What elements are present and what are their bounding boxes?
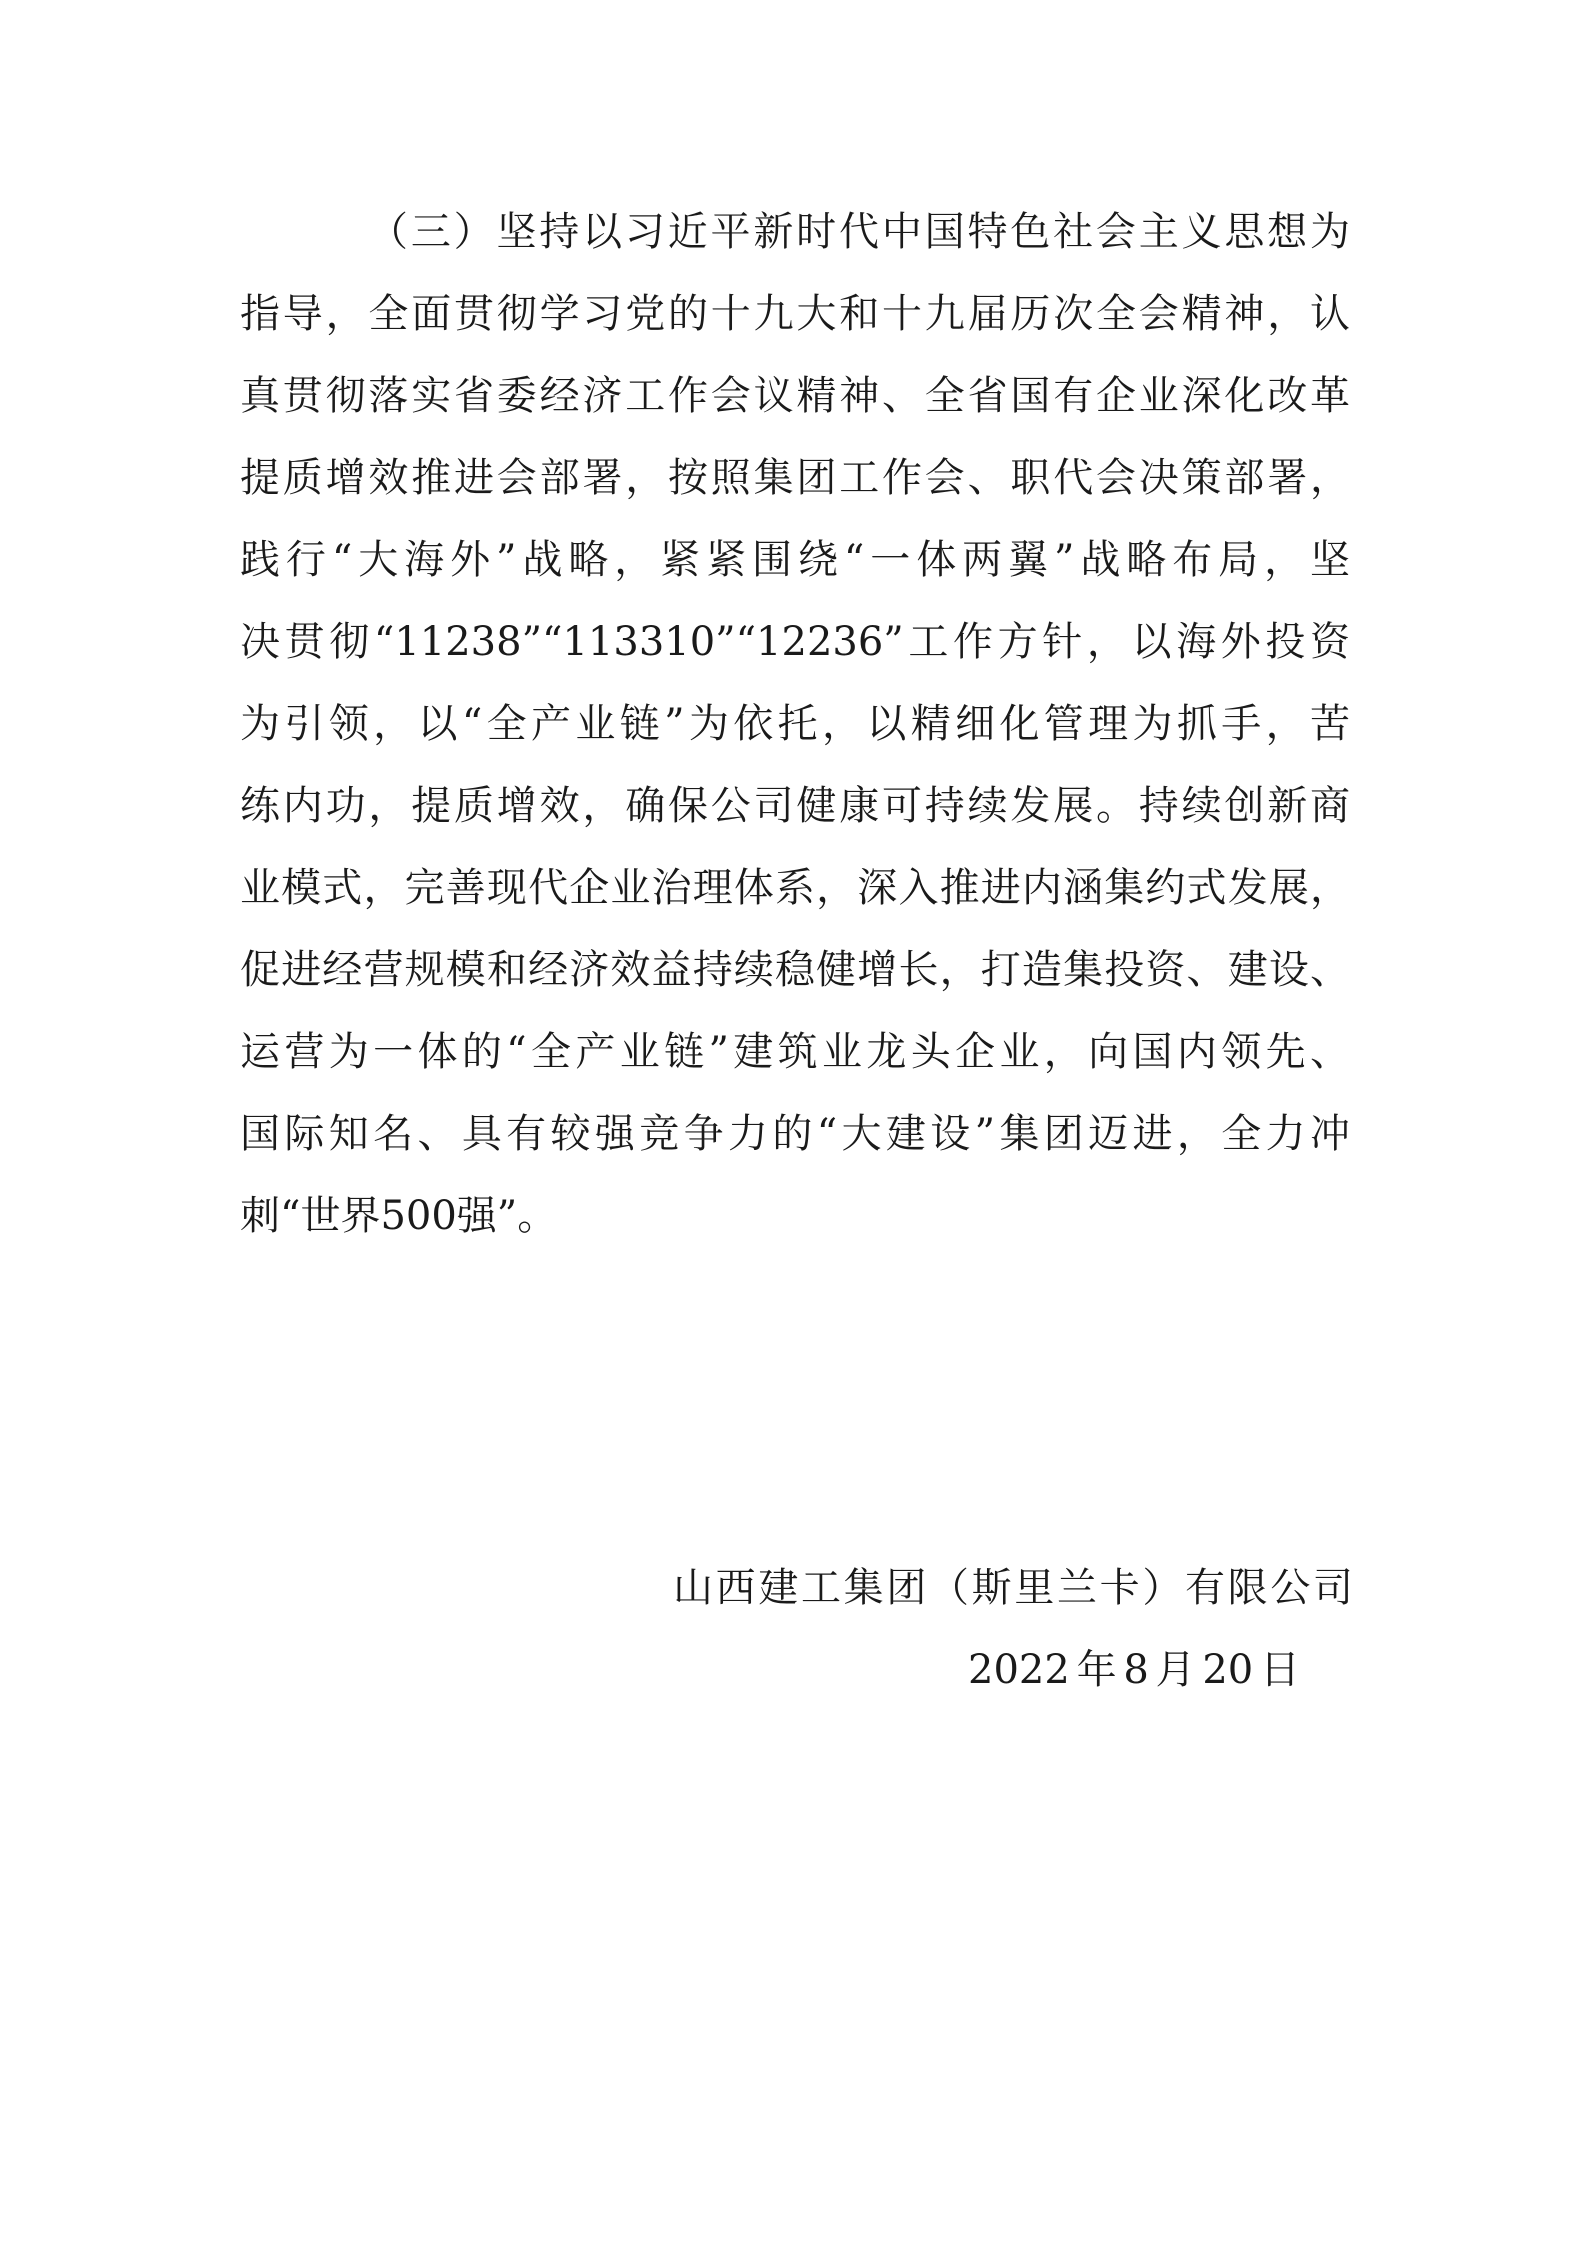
paragraph-line: 提质增效推进会部署，按照集团工作会、职代会决策部署， — [240, 455, 1350, 501]
paragraph-line: 决贯彻“11238”“113310”“12236”工作方针，以海外投资 — [240, 619, 1350, 665]
signature-date: 2022年8月20日 — [968, 1647, 1300, 1693]
paragraph-line: 践行“大海外”战略，紧紧围绕“一体两翼”战略布局，坚 — [240, 537, 1350, 583]
paragraph-line: 促进经营规模和经济效益持续稳健增长，打造集投资、建设、 — [240, 947, 1350, 993]
paragraph-line: 指导，全面贯彻学习党的十九大和十九届历次全会精神，认 — [240, 291, 1350, 337]
paragraph-line: 为引领，以“全产业链”为依托，以精细化管理为抓手，苦 — [240, 701, 1350, 747]
paragraph-line-last: 刺“世界500强”。 — [240, 1193, 558, 1239]
paragraph-line: （三）坚持以习近平新时代中国特色社会主义思想为 — [368, 209, 1350, 255]
paragraph-line: 真贯彻落实省委经济工作会议精神、全省国有企业深化改革 — [240, 373, 1350, 419]
signature-organization: 山西建工集团（斯里兰卡）有限公司 — [673, 1565, 1353, 1611]
paragraph-line: 运营为一体的“全产业链”建筑业龙头企业，向国内领先、 — [240, 1029, 1350, 1075]
paragraph-line: 练内功，提质增效，确保公司健康可持续发展。持续创新商 — [240, 783, 1350, 829]
paragraph-line: 国际知名、具有较强竞争力的“大建设”集团迈进，全力冲 — [240, 1111, 1350, 1157]
paragraph-line: 业模式，完善现代企业治理体系，深入推进内涵集约式发展， — [240, 865, 1350, 911]
